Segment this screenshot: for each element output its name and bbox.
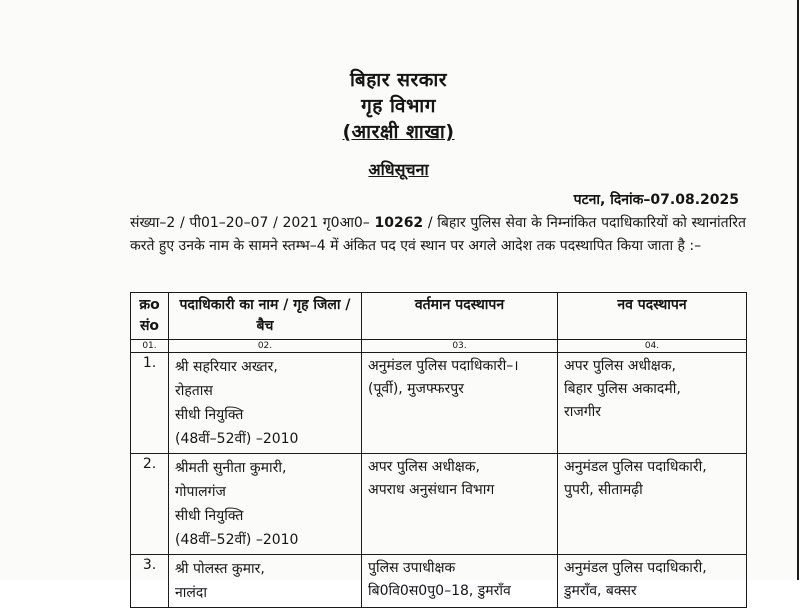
officer-name: श्री सहरियार अख्तर,	[175, 359, 278, 375]
col-number: 01.	[131, 340, 169, 353]
new-posting-line: बिहार पुलिस अकादमी,	[564, 381, 681, 397]
current-posting-line: (पूर्वी), मुजफ्फरपुर	[368, 381, 464, 397]
new-posting-cell	[558, 454, 747, 555]
batch: (48वीं–52वीं) –2010	[175, 532, 299, 548]
new-posting-line: अनुमंडल पुलिस पदाधिकारी,	[564, 459, 707, 475]
new-posting-cell	[558, 555, 747, 608]
batch: (48वीं–52वीं) –2010	[175, 431, 299, 447]
notice-title: अधिसूचना	[368, 160, 429, 179]
recruitment-type: सीधी नियुक्ति	[175, 508, 244, 524]
current-posting-line: अपर पुलिस अधीक्षक,	[368, 459, 480, 475]
table-header-row	[131, 293, 747, 340]
header-branch: (आरक्षी शाखा)	[342, 121, 455, 143]
col-header-sno: क्रo संo	[131, 293, 169, 340]
reference-prefix: संख्या–2 / पी01–20–07 / 2021 गृ0आ0–	[130, 215, 375, 231]
current-posting-line: अपराध अनुसंधान विभाग	[368, 482, 495, 498]
header-government: बिहार सरकार	[349, 69, 448, 91]
row-sno: 3.	[131, 555, 169, 608]
table-row	[131, 555, 747, 608]
current-posting-cell	[362, 454, 558, 555]
table-row	[131, 454, 747, 555]
current-posting-line: बि0वि0स0पु0–18, डुमराँव	[368, 583, 511, 599]
officer-name-cell	[169, 353, 362, 454]
row-sno: 2.	[131, 454, 169, 555]
officer-name-cell	[169, 555, 362, 608]
new-posting-line: पुपरी, सीतामढ़ी	[564, 482, 643, 498]
current-posting-cell	[362, 555, 558, 608]
officer-name: श्री पोलस्त कुमार,	[175, 561, 265, 577]
col-header-name: पदाधिकारी का नाम / गृह जिला / बैच	[169, 293, 362, 340]
home-district: रोहतास	[175, 383, 213, 399]
table-row	[131, 353, 747, 454]
col-number: 04.	[558, 340, 747, 353]
current-posting-line: अनुमंडल पुलिस पदाधिकारी–।	[368, 358, 519, 374]
transfer-table	[130, 292, 747, 608]
reference-number: 10262	[374, 215, 424, 231]
officer-name: श्रीमती सुनीता कुमारी,	[175, 460, 287, 476]
reference-body: / बिहार पुलिस सेवा के निम्नांकित पदाधिकारियों को स्थानांतरित करते हुए उनके नाम के सामने स्तम्भ–4 में अंकित पद एवं स्थान पर अगले आदेश तक पदस्थापित किया जाता है :–	[130, 215, 746, 254]
header-department: गृह विभाग	[361, 95, 436, 117]
reference-paragraph	[130, 212, 746, 258]
new-posting-line: अनुमंडल पुलिस पदाधिकारी,	[564, 560, 707, 576]
new-posting-line: अपर पुलिस अधीक्षक,	[564, 358, 676, 374]
place-date: पटना, दिनांक–07.08.2025	[573, 192, 739, 208]
current-posting-cell	[362, 353, 558, 454]
officer-name-cell	[169, 454, 362, 555]
col-header-new: नव पदस्थापन	[558, 293, 747, 340]
new-posting-line: डुमराँव, बक्सर	[564, 583, 637, 599]
new-posting-line: राजगीर	[564, 404, 601, 420]
col-number: 02.	[169, 340, 362, 353]
col-number: 03.	[362, 340, 558, 353]
current-posting-line: पुलिस उपाधीक्षक	[368, 560, 456, 576]
recruitment-type: सीधी नियुक्ति	[175, 407, 244, 423]
new-posting-cell	[558, 353, 747, 454]
home-district: गोपालगंज	[175, 484, 226, 500]
home-district: नालंदा	[175, 585, 207, 601]
row-sno: 1.	[131, 353, 169, 454]
col-header-current: वर्तमान पदस्थापन	[362, 293, 558, 340]
column-number-row	[131, 340, 747, 353]
